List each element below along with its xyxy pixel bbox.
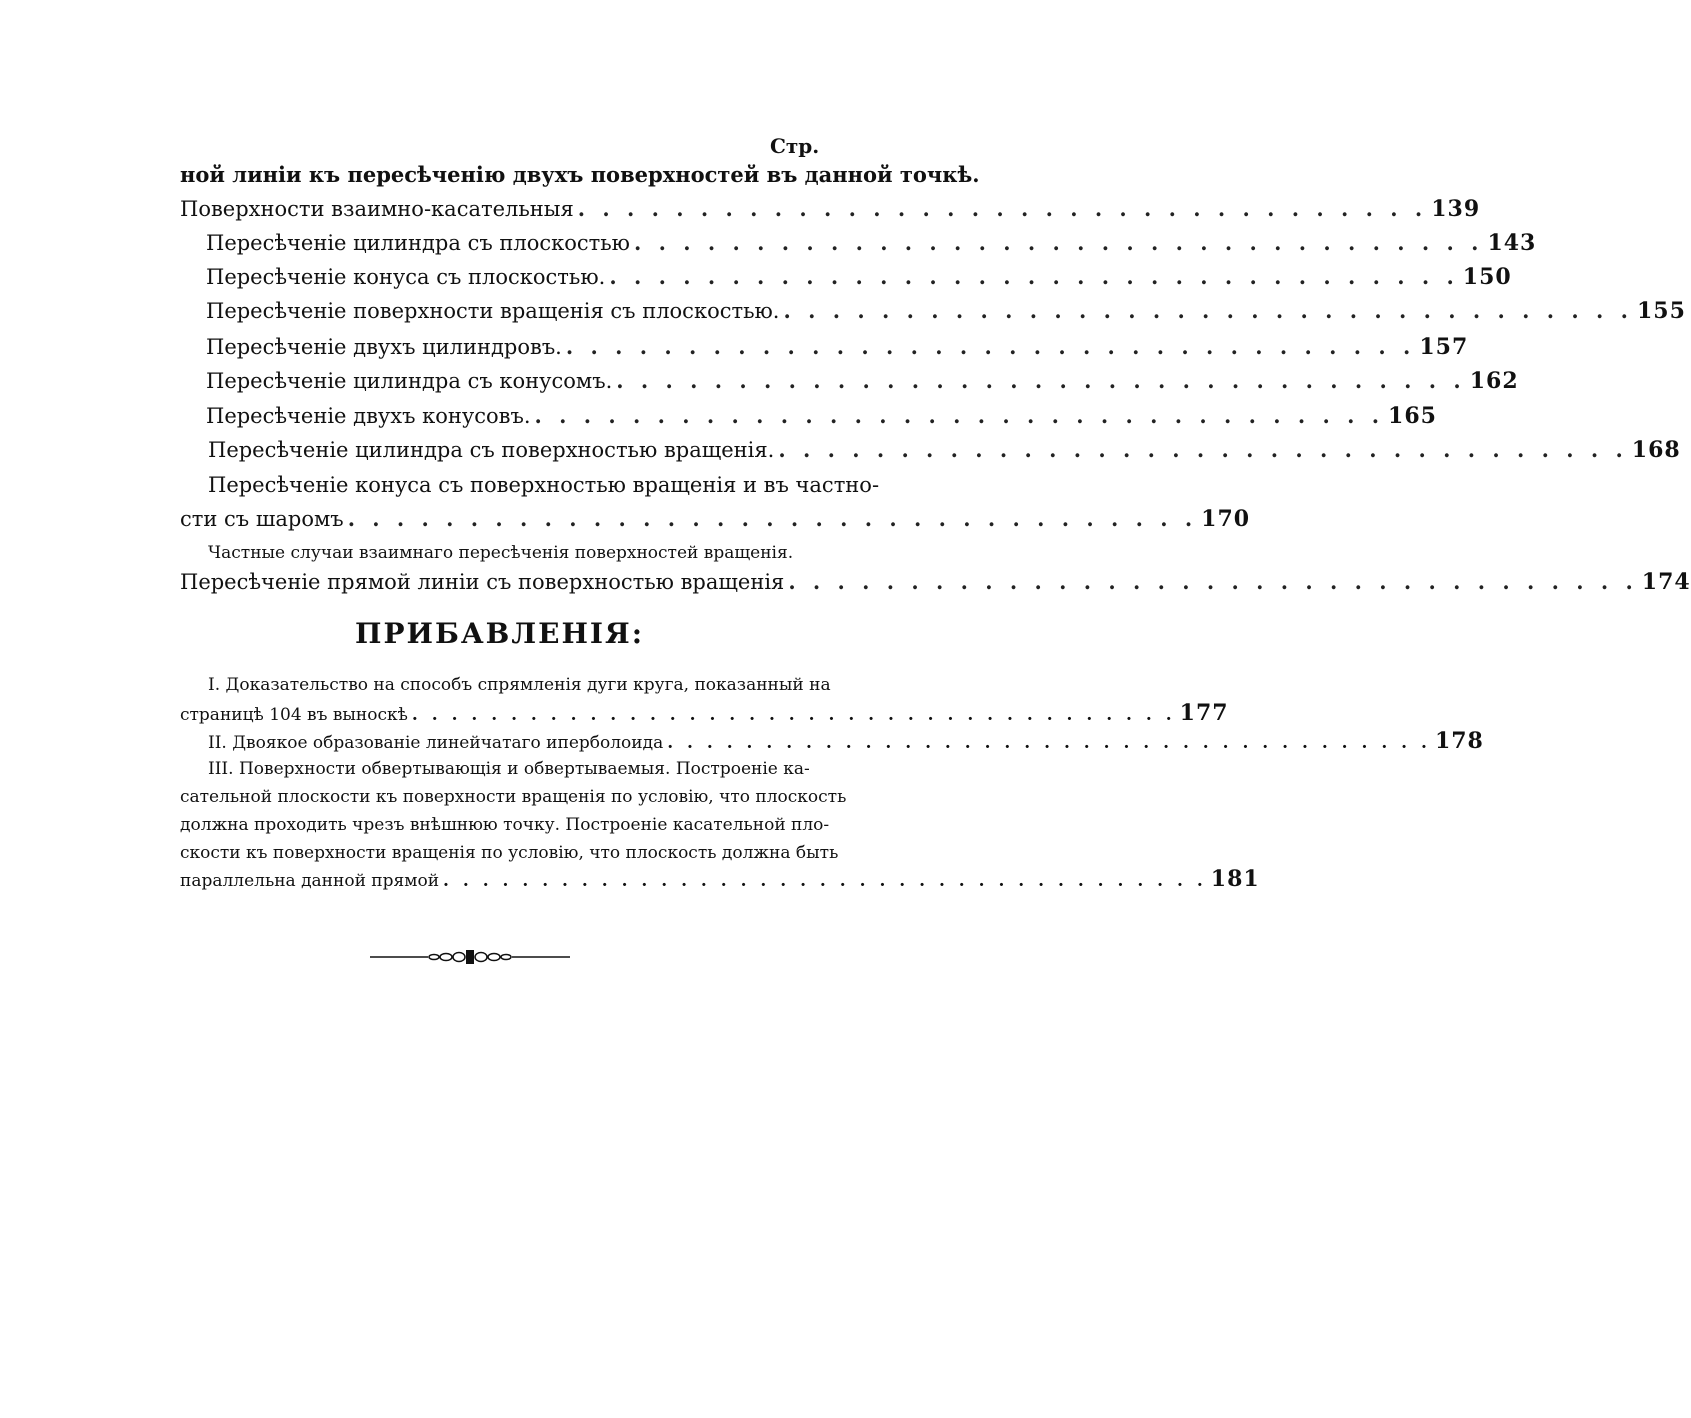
dot-leader: . . . . . . . . . . . . . . . . . . . . . . . . . . . . . . . . . . . [783,298,1633,323]
toc-entry-page: 139 [1431,196,1481,222]
appendix-line: должна проходить чрезъ внѣшнюю точку. Построеніе касательной пло- [180,815,830,835]
toc-entry-title: Пересѣченіе цилиндра съ плоскостью [206,231,630,255]
appendix-entry-title: параллельна данной прямой [180,871,440,891]
appendix-entry [180,699,1229,727]
appendix-entry-title: страницѣ 104 въ выноскѣ [180,705,408,725]
dot-leader: . . . . . . . . . . . . . . . . . . . . . . . . . . . . . . . . . . . [616,368,1466,393]
dot-leader: . . . . . . . . . . . . . . . . . . . . . . . . . . . . . . . . . . . [565,334,1416,359]
toc-entry [180,194,1481,224]
toc-entry-title: Пересѣченіе поверхности вращенія съ плоскостью. [206,299,780,323]
toc-entry-page: 162 [1469,368,1519,394]
dot-leader: . . . . . . . . . . . . . . . . . . . . . . . . . . . . . . . . . . . [534,403,1385,428]
dot-leader: . . . . . . . . . . . . . . . . . . . . . . . . . . . . . . . . . . . [788,569,1638,594]
appendix-heading: ПРИБАВЛЕНІЯ: [355,617,645,650]
toc-entry [206,228,1537,258]
appendix-line: сательной плоскости къ поверхности вращенія по условію, что плоскость [180,787,847,807]
page-column-label: Стр. [770,134,820,158]
appendix-entry [180,865,1260,893]
toc-entry-title: Пересѣченіе цилиндра съ конусомъ. [206,369,613,393]
toc-line: Частные случаи взаимнаго пересѣченія поверхностей вращенія. [208,543,794,563]
toc-entry-page: 170 [1201,506,1251,532]
appendix-entry-title: II. Двоякое образованіе линейчатаго иперболоида [208,733,664,753]
dot-leader: . . . . . . . . . . . . . . . . . . . . . . . . . . . . . . . . . . . [609,264,1459,289]
toc-entry-title: Пересѣченіе двухъ конусовъ. [206,404,531,428]
toc-line: ной линіи къ пересѣченію двухъ поверхностей въ данной точкѣ. [180,162,980,187]
appendix-line: скости къ поверхности вращенія по условію, что плоскость должна быть [180,843,839,863]
toc-entry-title: Пересѣченіе цилиндра съ поверхностью вращенія. [208,438,775,462]
appendix-line: III. Поверхности обвертывающія и обвертываемыя. Построеніе ка- [208,759,810,779]
toc-entry-page: 150 [1462,264,1512,290]
appendix-entry-page: 178 [1434,728,1484,754]
dot-leader: . . . . . . . . . . . . . . . . . . . . . . . . . . . . . . . . . . . . . . . [443,871,1207,891]
toc-entry-page: 165 [1388,403,1437,429]
toc-entry-page: 155 [1636,298,1686,324]
toc-entry-title: Поверхности взаимно-касательныя [180,197,574,221]
toc-entry [180,504,1251,534]
appendix-line: I. Доказательство на способъ спрямленія дуги круга, показанный на [208,675,831,695]
ornament-divider [370,947,570,967]
toc-entry-title: Пересѣченіе конуса съ плоскостью. [206,265,606,289]
toc-entry-page: 143 [1487,230,1537,256]
dot-leader: . . . . . . . . . . . . . . . . . . . . . . . . . . . . . . . . . . . [778,437,1628,462]
toc-entry-page: 157 [1419,334,1469,360]
dot-leader: . . . . . . . . . . . . . . . . . . . . . . . . . . . . . . . . . . . [347,506,1198,531]
dot-leader: . . . . . . . . . . . . . . . . . . . . . . . . . . . . . . . . . . . . . . . [667,733,1431,753]
dot-leader: . . . . . . . . . . . . . . . . . . . . . . . . . . . . . . . . . . . [633,230,1484,255]
toc-entry [206,262,1512,292]
toc-entry-title: сти съ шаромъ [180,507,344,531]
toc-entry-page: 168 [1631,437,1681,463]
toc-entry [206,366,1519,396]
toc-entry [208,435,1681,465]
toc-entry-title: Пересѣченіе прямой линіи съ поверхностью вращенія [180,570,785,594]
toc-entry-title: Пересѣченіе двухъ цилиндровъ. [206,335,562,359]
toc-entry [180,567,1691,597]
appendix-entry [208,727,1484,755]
appendix-entry-page: 177 [1179,700,1229,726]
dot-leader: . . . . . . . . . . . . . . . . . . . . . . . . . . . . . . . . . . . [577,196,1428,221]
toc-entry [206,332,1469,362]
toc-entry [206,296,1686,326]
toc-entry-page: 174 [1641,569,1691,595]
dot-leader: . . . . . . . . . . . . . . . . . . . . . . . . . . . . . . . . . . . . . . . [411,705,1176,725]
appendix-entry-page: 181 [1210,866,1260,892]
toc-entry [206,401,1437,431]
toc-line: Пересѣченіе конуса съ поверхностью вращенія и въ частно- [208,473,880,497]
